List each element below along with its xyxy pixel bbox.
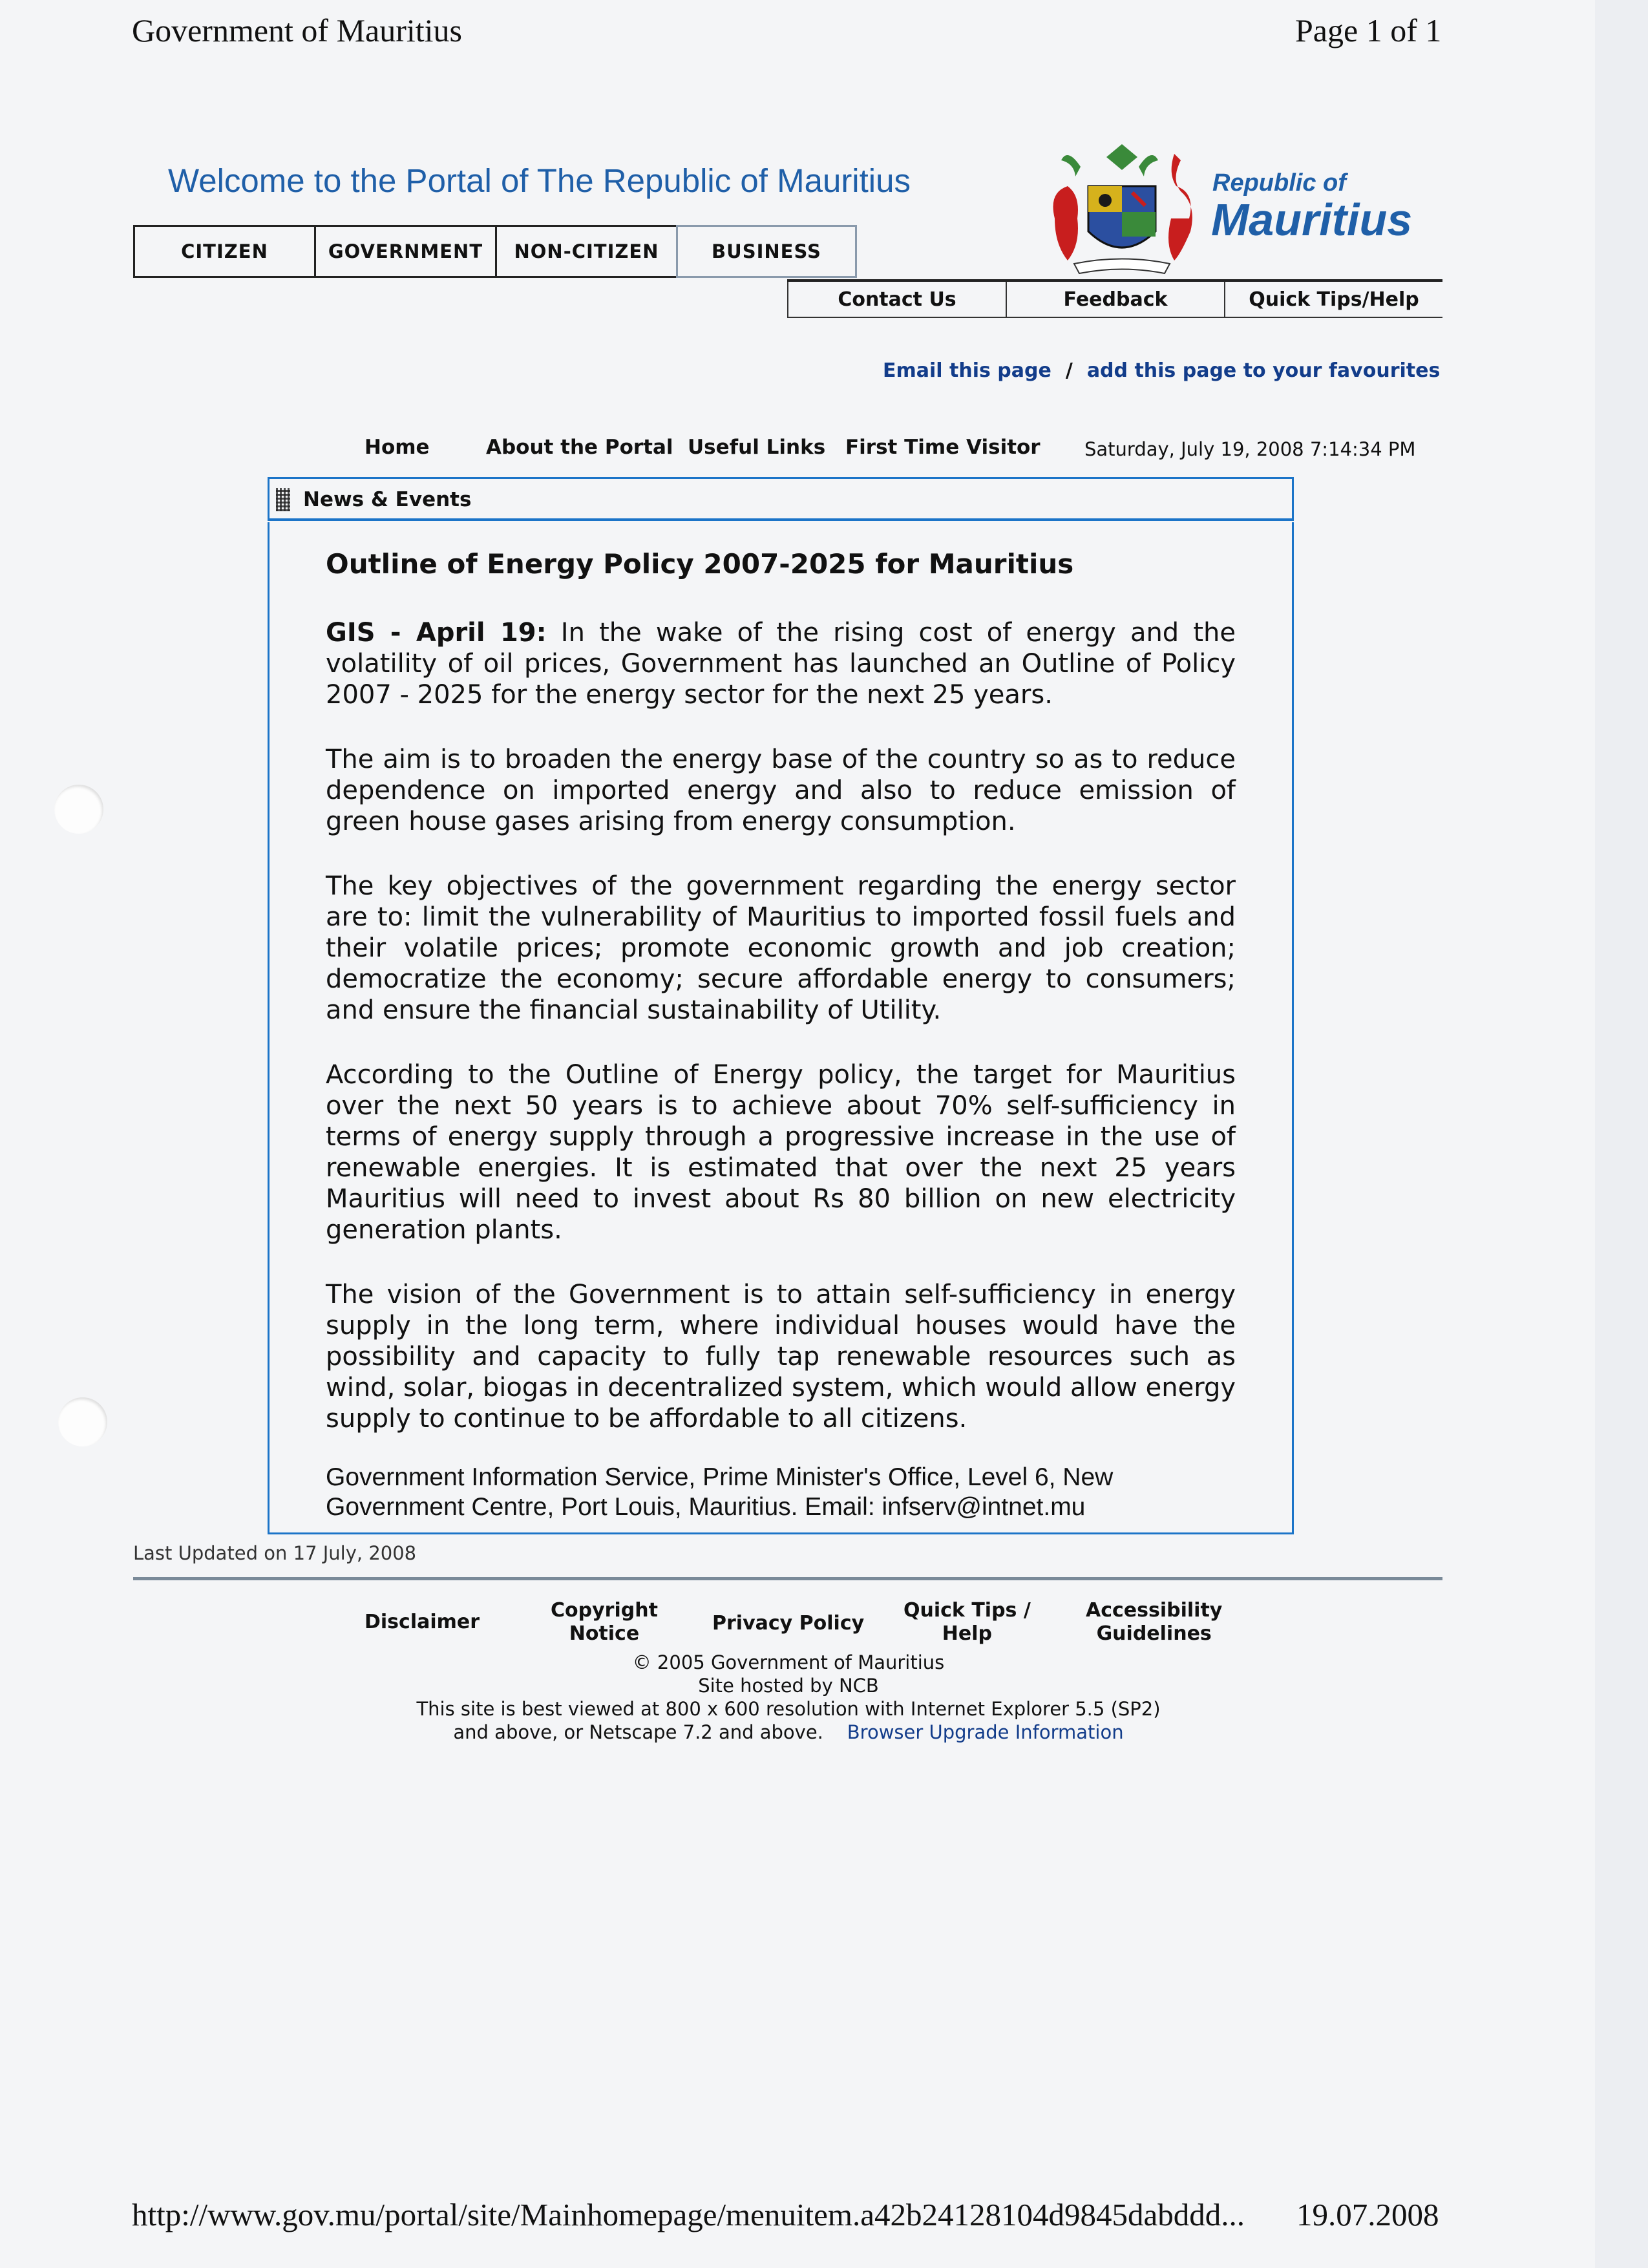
utility-links-bar: [787, 279, 1442, 318]
footer-quick-tips-line1: Quick Tips /: [903, 1599, 1031, 1622]
footer-best-viewed-text: and above, or Netscape 7.2 and above.: [453, 1721, 823, 1743]
contact-us-link[interactable]: Contact Us: [787, 282, 1006, 318]
email-this-page-link[interactable]: Email this page: [883, 359, 1051, 382]
secondary-nav-useful-links[interactable]: Useful Links: [688, 436, 826, 459]
feedback-link[interactable]: Feedback: [1006, 282, 1224, 318]
article-lead-label: GIS - April 19:: [326, 618, 547, 648]
article-paragraph: The vision of the Government is to attain self-sufficiency in energy supply in the long term, where individual houses would have the possibility and capacity to fully tap renewable resources such as wind, solar, biogas in decentralized system, which would allow energy supply to continue to be affordable to all citizens.: [326, 1280, 1236, 1434]
footer-copyright-line1: Copyright: [551, 1599, 658, 1622]
article-paragraph: The key objectives of the government regarding the energy sector are to: limit the vulnerability of Mauritius to imported fossil fuels and their volatile prices; promote economic growth and job creation; democratize the economy; secure affordable energy to consumers; and ensure the financial sustainability of Utility.: [326, 871, 1236, 1025]
footer-accessibility-line1: Accessibility: [1086, 1599, 1223, 1622]
tab-citizen[interactable]: CITIZEN: [133, 225, 314, 278]
paper-edge-shadow: [1595, 0, 1648, 2268]
quick-tips-help-link[interactable]: Quick Tips/Help: [1224, 282, 1442, 318]
article-headline: Outline of Energy Policy 2007-2025 for Mauritius: [326, 548, 1074, 580]
coat-of-arms-icon: [1042, 141, 1202, 279]
welcome-banner-title: Welcome to the Portal of The Republic of Mauritius: [168, 162, 911, 199]
footer-divider: [133, 1577, 1442, 1580]
tab-government[interactable]: GOVERNMENT: [314, 225, 495, 278]
add-to-favourites-link[interactable]: add this page to your favourites: [1086, 359, 1441, 382]
footer-copyright-link[interactable]: [551, 1599, 658, 1646]
logo-text-mauritius: Mauritius: [1211, 195, 1413, 245]
main-nav-tabs: [133, 225, 857, 278]
tab-business[interactable]: BUSINESS: [676, 225, 857, 278]
news-section-title: News & Events: [303, 488, 472, 511]
footer-disclaimer-link[interactable]: Disclaimer: [364, 1611, 480, 1633]
footer-privacy-link[interactable]: Privacy Policy: [712, 1612, 865, 1635]
action-separator: /: [1065, 359, 1073, 382]
footer-best-viewed-line2: [0, 1721, 1577, 1744]
footer-accessibility-line2: Guidelines: [1096, 1622, 1212, 1645]
news-section-header: [268, 477, 1294, 521]
last-updated: Last Updated on 17 July, 2008: [133, 1542, 417, 1564]
punch-hole-upper: [54, 785, 103, 834]
secondary-nav-home[interactable]: Home: [364, 436, 430, 459]
article-credit: Government Information Service, Prime Minister's Office, Level 6, New Government Centre, Port Louis, Mauritius. Email: infserv@intnet.mu: [326, 1463, 1114, 1521]
footer-accessibility-link[interactable]: [1086, 1599, 1222, 1646]
secondary-nav-about[interactable]: About the Portal: [486, 436, 673, 459]
page-actions: [883, 359, 1440, 382]
punch-hole-lower: [58, 1397, 107, 1447]
print-header-page: Page 1 of 1: [1295, 12, 1442, 48]
browser-upgrade-link[interactable]: Browser Upgrade Information: [847, 1721, 1124, 1743]
footer-copyright-line2: Notice: [569, 1622, 640, 1645]
footer-quick-tips-link[interactable]: [903, 1599, 1031, 1646]
footer-hosted-text: Site hosted by NCB: [698, 1675, 879, 1697]
tab-non-citizen[interactable]: NON-CITIZEN: [495, 225, 676, 278]
footer-best-viewed-line1: This site is best viewed at 800 x 600 resolution with Internet Explorer 5.5 (SP2): [416, 1698, 1161, 1720]
footer-copyright-text: © 2005 Government of Mauritius: [632, 1651, 945, 1673]
print-header-left: Government of Mauritius: [132, 12, 463, 48]
print-footer-date: 19.07.2008: [1296, 2197, 1439, 2232]
grid-icon: [276, 488, 290, 511]
logo-text-republic: Republic of: [1212, 169, 1346, 196]
print-footer-url: http://www.gov.mu/portal/site/Mainhomepage/menuitem.a42b24128104d9845dabddd...: [132, 2197, 1245, 2232]
article-lead-text: In the wake of the rising cost of energy and the volatility of oil prices, Government has launched an Outline of Policy 2007 - 2025 for the energy sector for the next 25 years.: [326, 618, 1236, 710]
article-paragraph: The aim is to broaden the energy base of the country so as to reduce dependence on imported energy and also to reduce emission of green house gases arising from energy consumption.: [326, 745, 1236, 836]
secondary-nav-first-time-visitor[interactable]: First Time Visitor: [845, 436, 1041, 459]
footer-quick-tips-line2: Help: [942, 1622, 993, 1645]
news-article: [326, 548, 1236, 1522]
datestamp: Saturday, July 19, 2008 7:14:34 PM: [1084, 438, 1416, 460]
article-lead-paragraph: [326, 617, 1236, 710]
article-paragraph: According to the Outline of Energy policy, the target for Mauritius over the next 50 years is to achieve about 70% self-sufficiency in terms of energy supply through a progressive increase in the use of renewable energies. It is estimated that over the next 25 years Mauritius will need to invest about Rs 80 billion on new electricity generation plants.: [326, 1060, 1236, 1245]
